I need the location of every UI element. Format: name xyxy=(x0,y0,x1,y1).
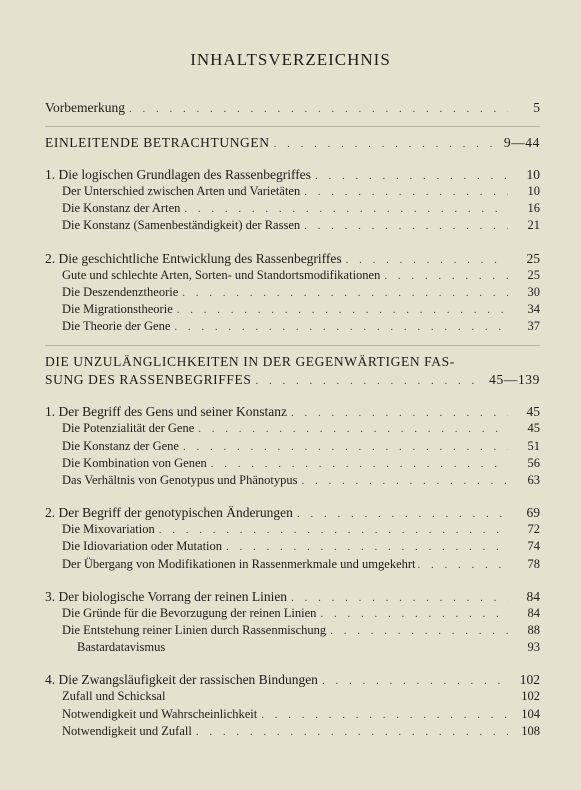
divider xyxy=(45,126,540,127)
toc-item xyxy=(62,723,540,740)
item-page: 108 xyxy=(521,723,540,738)
item-label: Notwendigkeit und Wahrscheinlichkeit xyxy=(62,706,258,721)
item-page: 84 xyxy=(527,605,540,620)
toc-part-1 xyxy=(45,135,540,151)
toc-item xyxy=(62,420,540,437)
item-page: 88 xyxy=(527,623,540,638)
toc-item xyxy=(62,318,540,335)
chapter-page: 69 xyxy=(526,505,540,521)
toc-entry-vorbemerkung xyxy=(45,100,540,116)
chapter-label: 1. Die logischen Grundlagen des Rassenbegriffes xyxy=(45,167,311,182)
chapter-label: 4. Die Zwangsläufigkeit der rassischen Bindungen xyxy=(45,672,318,688)
leader-dots xyxy=(320,606,508,622)
toc-chapter xyxy=(45,167,540,183)
leader-dots xyxy=(196,724,508,740)
item-label: Die Mixovariation xyxy=(62,522,155,537)
leader-dots xyxy=(302,473,508,489)
toc-chapter xyxy=(45,404,540,420)
item-label: Der Unterschied zwischen Arten und Varietäten xyxy=(62,184,301,198)
page-title: INHALTSVERZEICHNIS xyxy=(190,50,391,69)
item-label: Das Verhältnis von Genotypus und Phänotypus xyxy=(62,473,298,488)
leader-dots xyxy=(346,254,508,266)
part-label-line-1: DIE UNZULÄNGLICHKEITEN IN DER GEGENWÄRTIGEN FAS- xyxy=(45,354,455,370)
part-pages: 45—139 xyxy=(489,372,540,388)
item-label: Die Potenzialität der Gene xyxy=(62,421,195,436)
item-page: 51 xyxy=(527,438,540,453)
leader-dots xyxy=(322,675,508,687)
item-label: Die Entstehung reiner Linien durch Rassenmischung xyxy=(62,623,327,638)
item-label: Die Konstanz (Samenbeständigkeit) der Rassen xyxy=(62,218,301,233)
chapter-page: 102 xyxy=(519,672,540,688)
leader-dots xyxy=(291,407,508,419)
item-page: 72 xyxy=(527,522,540,537)
toc-chapter xyxy=(45,672,540,688)
toc-item xyxy=(62,622,540,639)
item-page: 10 xyxy=(527,184,540,198)
item-label: Der Übergang von Modifikationen in Rassenmerkmale und umgekehrt xyxy=(62,556,416,571)
chapter-label: 2. Die geschichtliche Entwicklung des Rassenbegriffes xyxy=(45,250,342,266)
toc-item xyxy=(62,301,540,318)
item-label: Die Konstanz der Arten xyxy=(62,201,181,216)
chapter-page: 25 xyxy=(526,250,540,266)
leader-dots xyxy=(198,421,508,437)
toc-item xyxy=(62,521,540,538)
leader-dots xyxy=(129,103,508,115)
toc-item xyxy=(62,605,540,622)
item-page: 30 xyxy=(527,284,540,299)
item-label: Bastardatavismus xyxy=(77,640,166,655)
leader-dots xyxy=(304,184,508,200)
leader-dots xyxy=(226,539,508,555)
leader-dots xyxy=(184,201,508,217)
leader-dots xyxy=(384,268,508,284)
chapter-page: 84 xyxy=(526,588,540,604)
item-label: Die Kombination von Genen xyxy=(62,455,207,470)
item-page: 16 xyxy=(527,201,540,216)
toc-item xyxy=(62,267,540,284)
item-label: Zufall und Schicksal xyxy=(62,689,166,704)
toc-item xyxy=(62,556,540,573)
item-page: 25 xyxy=(527,267,540,282)
chapter-page: 45 xyxy=(526,404,540,420)
toc-item xyxy=(62,183,540,200)
table-of-contents xyxy=(45,100,540,740)
leader-dots xyxy=(182,285,508,301)
leader-dots xyxy=(274,138,500,150)
item-label: Die Konstanz der Gene xyxy=(62,438,179,453)
toc-chapter xyxy=(45,505,540,521)
part-pages: 9—44 xyxy=(503,135,540,150)
item-label: Die Deszendenztheorie xyxy=(62,284,179,299)
toc-item xyxy=(62,538,540,555)
leader-dots xyxy=(297,508,508,520)
leader-dots xyxy=(183,439,508,455)
leader-dots xyxy=(315,170,508,182)
item-page: 78 xyxy=(527,556,540,571)
divider xyxy=(45,345,540,346)
item-page: 56 xyxy=(527,455,540,470)
item-label: Die Gründe für die Bevorzugung der reinen Linien xyxy=(62,605,317,620)
toc-part-2 xyxy=(45,354,540,388)
leader-dots xyxy=(261,707,508,723)
chapter-label: 1. Der Begriff des Gens und seiner Konstanz xyxy=(45,404,287,420)
toc-item xyxy=(62,706,540,723)
item-page: 74 xyxy=(527,539,540,554)
chapter-page: 10 xyxy=(526,167,540,182)
leader-dots xyxy=(304,218,508,234)
toc-subitem xyxy=(77,639,540,656)
leader-dots xyxy=(330,623,508,639)
item-label: Gute und schlechte Arten, Sorten- und Standortsmodifikationen xyxy=(62,267,381,282)
item-page: 37 xyxy=(527,319,540,334)
leader-dots xyxy=(418,557,510,573)
part-label-line-2: SUNG DES RASSENBEGRIFFES xyxy=(45,372,252,388)
item-page: 93 xyxy=(527,640,540,655)
leader-dots xyxy=(291,592,508,604)
leader-dots xyxy=(159,522,508,538)
toc-item xyxy=(62,217,540,234)
entry-page: 5 xyxy=(533,100,540,115)
toc-item xyxy=(62,438,540,455)
chapter-label: 3. Der biologische Vorrang der reinen Linien xyxy=(45,588,288,604)
item-label: Die Theorie der Gene xyxy=(62,319,171,334)
item-page: 102 xyxy=(521,689,540,704)
item-page: 63 xyxy=(527,473,540,488)
leader-dots xyxy=(255,375,485,387)
part-label-line-2-row xyxy=(45,372,540,388)
toc-item xyxy=(62,455,540,472)
item-page: 104 xyxy=(521,706,540,721)
item-label: Notwendigkeit und Zufall xyxy=(62,723,192,738)
chapter-label: 2. Der Begriff der genotypischen Änderungen xyxy=(45,505,293,521)
toc-chapter xyxy=(45,589,540,605)
item-page: 45 xyxy=(527,421,540,436)
entry-label: Vorbemerkung xyxy=(45,100,125,115)
toc-item xyxy=(62,688,540,705)
leader-dots xyxy=(177,302,508,318)
toc-item xyxy=(62,200,540,217)
item-label: Die Idiovariation oder Mutation xyxy=(62,539,223,554)
toc-item xyxy=(62,284,540,301)
leader-dots xyxy=(174,319,508,335)
toc-chapter xyxy=(45,251,540,267)
leader-dots xyxy=(211,456,508,472)
toc-item xyxy=(62,472,540,489)
item-page: 21 xyxy=(527,218,540,233)
item-page: 34 xyxy=(527,302,540,317)
item-label: Die Migrationstheorie xyxy=(62,302,173,317)
part-label: EINLEITENDE BETRACHTUNGEN xyxy=(45,135,270,150)
